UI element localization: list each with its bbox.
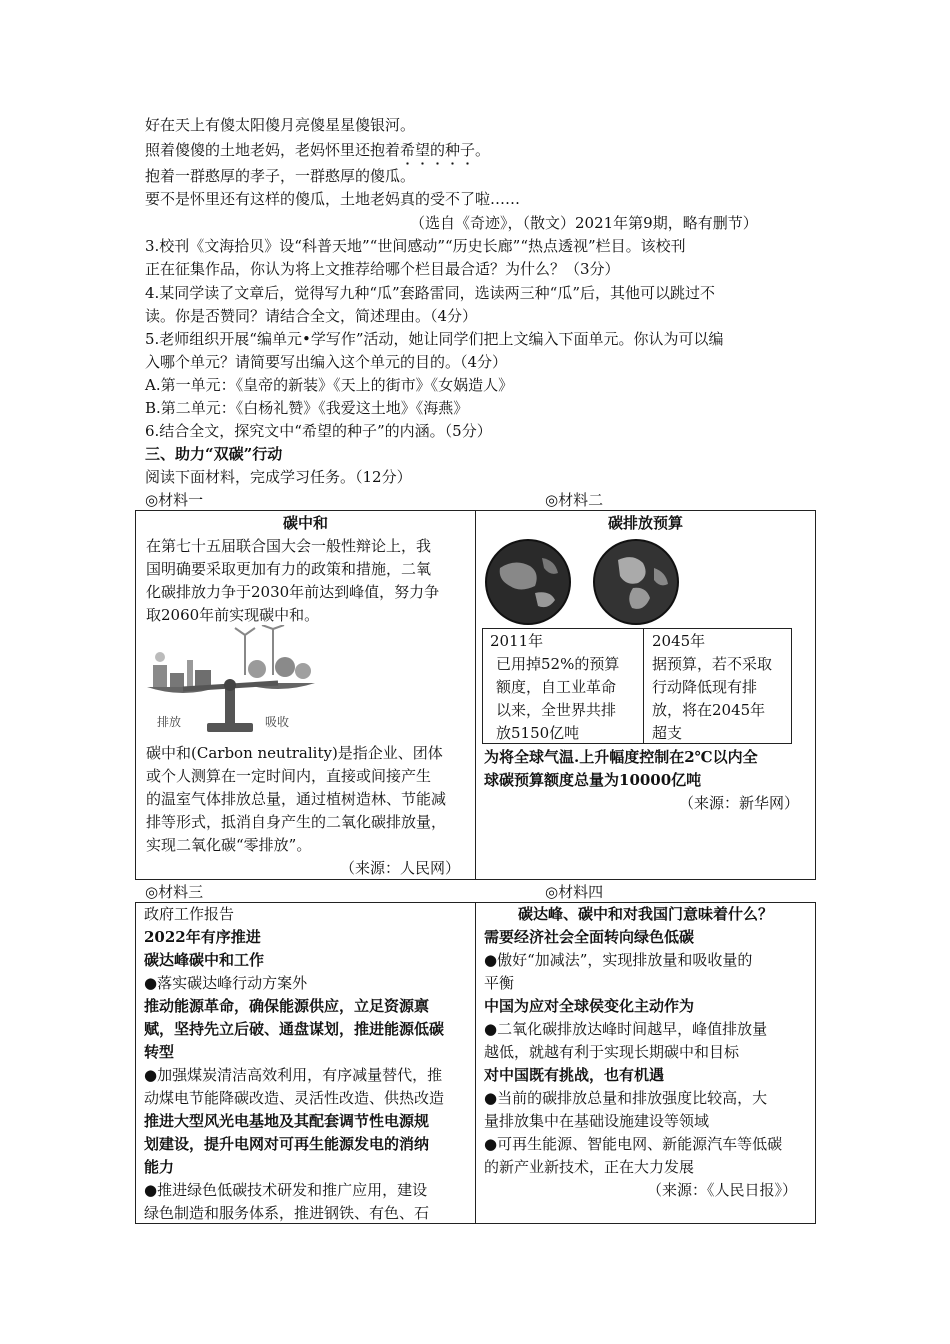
material-2-summary xyxy=(476,746,815,815)
table-divider xyxy=(475,510,476,880)
globe-2045-image xyxy=(588,538,688,626)
poem-line-1: 好在天上有傻太阳傻月亮傻星星傻银河。 xyxy=(145,116,416,134)
question-4-line-1: 4.某同学读了文章后，觉得写九种“瓜”套路雷同，选读两三种“瓜”后，其他可以跳过不 xyxy=(145,284,715,302)
material-4-line: 量排放集中在基础设施建设等领域 xyxy=(484,1112,710,1130)
budget-2045-line: 据预算，若不采取 xyxy=(652,655,773,673)
section-3-intro: 阅读下面材料，完成学习任务。（12分） xyxy=(145,468,412,486)
report-heading: 碳达峰碳中和工作 xyxy=(144,951,265,969)
material-2-title: 碳排放预算 xyxy=(607,514,683,532)
material-4-bullet: ● 当前的碳排放总量和排放强度比较高，大 xyxy=(484,1087,807,1110)
material-1-text-line: 取2060年前实现碳中和。 xyxy=(146,606,320,624)
material-4-title: 碳达峰、碳中和对我国门意味着什么？ xyxy=(517,905,773,923)
report-bullet: ● 推进绿色低碳技术研发和推广应用，建设 xyxy=(144,1179,467,1202)
budget-2011-line: 额度，自工业革命 xyxy=(496,678,617,696)
material-3-label: ◎材料三 xyxy=(145,883,204,901)
material-4-bullet: ● 二氧化碳排放达峰时间越早，峰值排放量 xyxy=(484,1018,807,1041)
question-3-line-1: 3.校刊《文海拾贝》设“科普天地”“世间感动”“历史长廊”“热点透视”栏目。该校刊 xyxy=(145,237,686,255)
material-1-title: 碳中和 xyxy=(282,514,328,532)
material-4-cell xyxy=(476,903,815,1202)
report-line: 绿色制造和服务体系，推进钢铁、有色、石 xyxy=(144,1204,430,1222)
material-1-text-line: 国明确要采取更加有力的政策和措施，二氧 xyxy=(146,560,432,578)
material-1-text-line: 在第七十五届联合国大会一般性辩论上，我 xyxy=(146,537,432,555)
material-1-source: （来源：人民网） xyxy=(339,859,460,877)
globe-2011-image xyxy=(480,538,580,626)
material-4-heading: 中国为应对全球侯变化主动作为 xyxy=(484,997,695,1015)
budget-2045-line: 行动降低现有排 xyxy=(652,678,758,696)
material-3-cell xyxy=(136,903,475,1223)
poem-line-2 xyxy=(145,139,490,161)
option-a: A.第一单元：《皇帝的新装》《天上的街市》《女娲造人》 xyxy=(145,376,514,394)
material-4-line: 越低，就越有利于实现长期碳中和目标 xyxy=(484,1043,740,1061)
budget-2045-cell xyxy=(652,630,792,745)
year-2011: 2011年 xyxy=(490,632,544,650)
scale-label-absorption: 吸收 xyxy=(265,715,290,729)
report-bold-line: 转型 xyxy=(144,1043,175,1061)
report-bold-line: 赋，坚持先立后破、通盘谋划，推进能源低碳 xyxy=(144,1020,445,1038)
budget-2011-line: 放5150亿吨 xyxy=(496,724,580,742)
globe-icon xyxy=(588,538,688,626)
material-2-bold-line: 为将全球气温.上升幅度控制在2℃以内全 xyxy=(484,748,758,766)
material-4-heading: 对中国既有挑战，也有机遇 xyxy=(484,1066,665,1084)
budget-2011-line: 以来，全世界共排 xyxy=(496,701,617,719)
material-1-definition-line: 碳中和(Carbon neutrality)是指企业、团体 xyxy=(146,744,443,762)
budget-2011-cell xyxy=(490,630,640,745)
material-1-definition xyxy=(136,742,475,880)
balance-scale-illustration xyxy=(145,625,325,737)
material-1-cell xyxy=(136,512,475,627)
report-bullet: ● 落实碳达峰行动方案外 xyxy=(144,972,467,995)
material-1-definition-line: 排等形式，抵消自身产生的二氧化碳排放量， xyxy=(146,813,447,831)
scale-label-emission: 排放 xyxy=(157,715,182,729)
report-bold-line: 能力 xyxy=(144,1158,175,1176)
material-2-bold-line: 球碳预算额度总量为10000亿吨 xyxy=(484,771,702,789)
material-2-source: （来源：新华网） xyxy=(678,794,799,812)
report-bold-line: 推动能源革命，确保能源供应，立足资源禀 xyxy=(144,997,430,1015)
poem-line-2-end: 。 xyxy=(475,141,491,159)
carbon-budget-divider xyxy=(643,628,644,744)
material-1-label: ◎材料一 xyxy=(145,491,204,509)
poem-line-3: 抱着一群憨厚的孝子，一群憨厚的傻瓜。 xyxy=(145,167,416,185)
year-2045: 2045年 xyxy=(652,632,706,650)
report-line: 动煤电节能降碳改造、灵活性改造、供热改造 xyxy=(144,1089,445,1107)
material-4-source: （来源：《人民日报》） xyxy=(646,1181,797,1199)
report-bold-line: 推进大型风光电基地及其配套调节性电源规 xyxy=(144,1112,430,1130)
material-1-definition-line: 实现二氧化碳“零排放”。 xyxy=(146,836,312,854)
budget-2011-line: 已用掉52%的预算 xyxy=(496,655,620,673)
emphasis-dotted-text: 希望的种子 xyxy=(400,141,476,159)
question-6: 6.结合全文，探究文中“希望的种子”的内涵。（5分） xyxy=(145,422,492,440)
report-bullet: ● 加强煤炭清洁高效利用，有序减量替代，推 xyxy=(144,1064,467,1087)
material-4-heading: 需要经济社会全面转向绿色低碳 xyxy=(484,928,695,946)
question-5-line-2: 入哪个单元？请简要写出编入这个单元的目的。（4分） xyxy=(145,353,508,371)
material-1-definition-line: 或个人测算在一定时间内，直接或间接产生 xyxy=(146,767,432,785)
question-5-line-1: 5.老师组织开展“编单元•学写作”活动，她让同学们把上文编入下面单元。你认为可以编 xyxy=(145,330,724,348)
material-2-label: ◎材料二 xyxy=(545,491,604,509)
budget-2045-line: 超支 xyxy=(652,724,683,742)
report-heading: 2022年有序推进 xyxy=(144,928,261,946)
material-1-definition-line: 的温室气体排放总量，通过植树造林、节能减 xyxy=(146,790,447,808)
section-3-title: 三、助力“双碳”行动 xyxy=(145,445,283,463)
budget-2045-line: 放，将在2045年 xyxy=(652,701,766,719)
material-4-bullet: ● 傲好“加减法”，实现排放量和吸收量的 xyxy=(484,949,807,972)
question-4-line-2: 读。你是否赞同？请结合全文，简述理由。（4分） xyxy=(145,307,478,325)
material-4-bullet: ● 可再生能源、智能电网、新能源汽车等低碳 xyxy=(484,1133,807,1156)
material-1-text-line: 化碳排放力争于2030年前达到峰值，努力争 xyxy=(146,583,440,601)
poem-line-2-start: 照着傻傻的土地老妈，老妈怀里还抱着 xyxy=(145,141,401,159)
option-b: B.第二单元：《白杨礼赞》《我爱这土地》《海燕》 xyxy=(145,399,469,417)
material-4-label: ◎材料四 xyxy=(545,883,604,901)
material-4-line: 的新产业新技术，正在大力发展 xyxy=(484,1158,695,1176)
report-title: 政府工作报告 xyxy=(144,905,235,923)
poem-line-4: 要不是怀里还有这样的傻瓜，土地老妈真的受不了啦…… xyxy=(145,190,521,208)
poem-source: （选自《奇迹》，（散文）2021年第9期，略有删节） xyxy=(410,214,758,232)
report-bold-line: 划建设，提升电网对可再生能源发电的消纳 xyxy=(144,1135,430,1153)
question-3-line-2: 正在征集作品，你认为将上文推荐给哪个栏目最合适？为什么？（3分） xyxy=(145,260,620,278)
material-4-line: 平衡 xyxy=(484,974,515,992)
globe-icon xyxy=(480,538,580,626)
